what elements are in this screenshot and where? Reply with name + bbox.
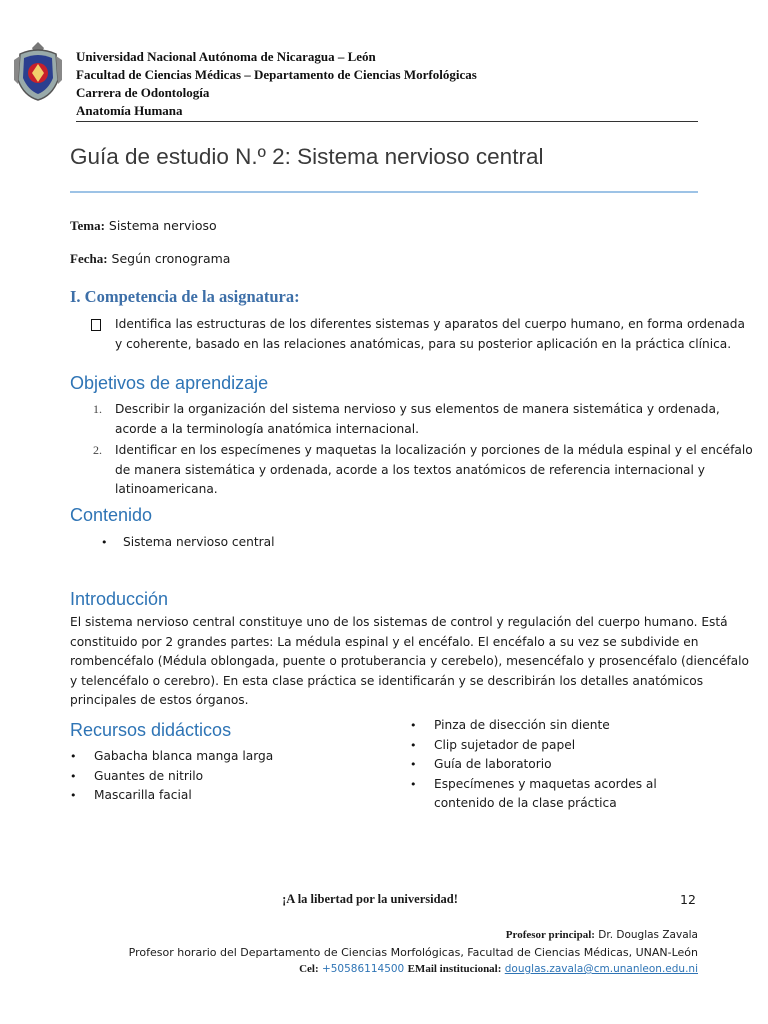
introduccion-line: constituido por 2 grandes partes: La médula espinal y el encéfalo. El encéfalo a su vez se subdivide en [70,634,699,649]
footer-department: Profesor horario del Departamento de Ciencias Morfológicas, Facultad de Ciencias Médicas, UNAN-León [128,946,698,959]
competencia-heading: I. Competencia de la asignatura: [70,287,300,306]
cel-label: Cel: [299,963,319,975]
list-item: • Especímenes y maquetas acordes al [410,775,657,795]
introduccion-heading: Introducción [70,589,169,609]
tema-label: Tema: [70,218,105,233]
recursos-right-list [410,716,657,814]
bullet-icon: • [410,777,417,791]
list-item: • Mascarilla facial [70,786,273,806]
header-divider [76,121,698,122]
header-subject: Anatomía Humana [76,103,183,118]
list-item-continuation: contenido de la clase práctica [434,796,617,810]
recursos-heading: Recursos didácticos [70,720,232,740]
prof-name: Dr. Douglas Zavala [598,929,698,941]
objetivo-number: 2. [93,443,102,457]
bullet-icon: • [410,719,417,732]
bullet-icon: • [70,769,77,783]
introduccion-line: principales de estos órganos. [70,693,249,707]
objetivo-line: Describir la organización del sistema nervioso y sus elementos de manera sistemática y ordenada, [115,402,720,416]
tema-value: Sistema nervioso [108,218,217,233]
list-item: • Guía de laboratorio [410,755,657,775]
introduccion-paragraph [70,613,749,711]
introduccion-line: El sistema nervioso central constituye uno de los sistemas de control y regulación del cuerpo humano. Está [70,615,728,629]
page-title: Guía de estudio N.º 2: Sistema nervioso central [70,144,544,169]
header-faculty: Facultad de Ciencias Médicas – Departamento de Ciencias Morfológicas [76,67,477,82]
footer-motto: ¡A la libertad por la universidad! [282,892,458,906]
phone-link[interactable]: +50586114500 [321,963,405,975]
objetivo-line: Identificar en los especímenes y maquetas la localización y porciones de la médula espinal y el encéfalo [115,443,753,457]
header-career: Carrera de Odontología [76,85,210,100]
bullet-icon: • [101,536,108,549]
prof-label: Profesor principal: [505,929,595,941]
recursos-left-list [70,747,273,806]
list-item: • Clip sujetador de papel [410,736,657,756]
competencia-line: y coherente, basado en las relaciones anatómicas, para su posterior aplicación en la práctica clínica. [115,336,732,351]
footer-professor [506,929,698,941]
list-item: • Gabacha blanca manga larga [70,747,273,767]
tema-field [70,218,217,234]
contenido-item: Sistema nervioso central [123,535,275,549]
bullet-icon: • [70,750,77,763]
list-item: • Guantes de nitrilo [70,767,273,787]
checkbox-bullet-icon [91,319,101,331]
university-seal-logo [12,40,64,102]
bullet-icon: • [410,758,417,771]
objetivo-number: 1. [93,402,102,416]
objetivo-line: acorde a la terminología anatómica internacional. [115,421,419,436]
contenido-heading: Contenido [70,505,153,525]
fecha-value: Según cronograma [111,251,231,266]
list-item: • Pinza de disección sin diente [410,716,657,736]
footer-contact [299,963,698,975]
email-label: EMail institucional: [407,963,502,975]
objetivo-item [115,400,720,439]
objetivo-item [115,441,753,500]
competencia-text [115,315,745,354]
email-link[interactable]: douglas.zavala@cm.unanleon.edu.ni [504,963,698,975]
objetivo-line: de manera sistemática y ordenada, acorde a los textos anatómicos de referencia internacional y [115,462,705,477]
bullet-icon: • [70,789,77,802]
page-number: 12 [680,892,696,907]
bullet-icon: • [410,738,417,752]
introduccion-line: y telencéfalo o cerebro). En esta clase práctica se identificarán y se describirán los detalles anatómicos [70,673,704,688]
fecha-field [70,251,230,267]
introduccion-line: rombencéfalo (Médula oblongada, puente o protuberancia y cerebelo), mesencéfalo y prosencéfalo (diencéfalo [70,654,749,668]
header-university: Universidad Nacional Autónoma de Nicaragua – León [76,49,376,64]
fecha-label: Fecha: [70,251,108,266]
objetivo-line: latinoamericana. [115,482,218,496]
objetivos-heading: Objetivos de aprendizaje [70,373,269,393]
title-divider [70,191,698,193]
competencia-line: Identifica las estructuras de los diferentes sistemas y aparatos del cuerpo humano, en forma ordenada [115,317,745,331]
